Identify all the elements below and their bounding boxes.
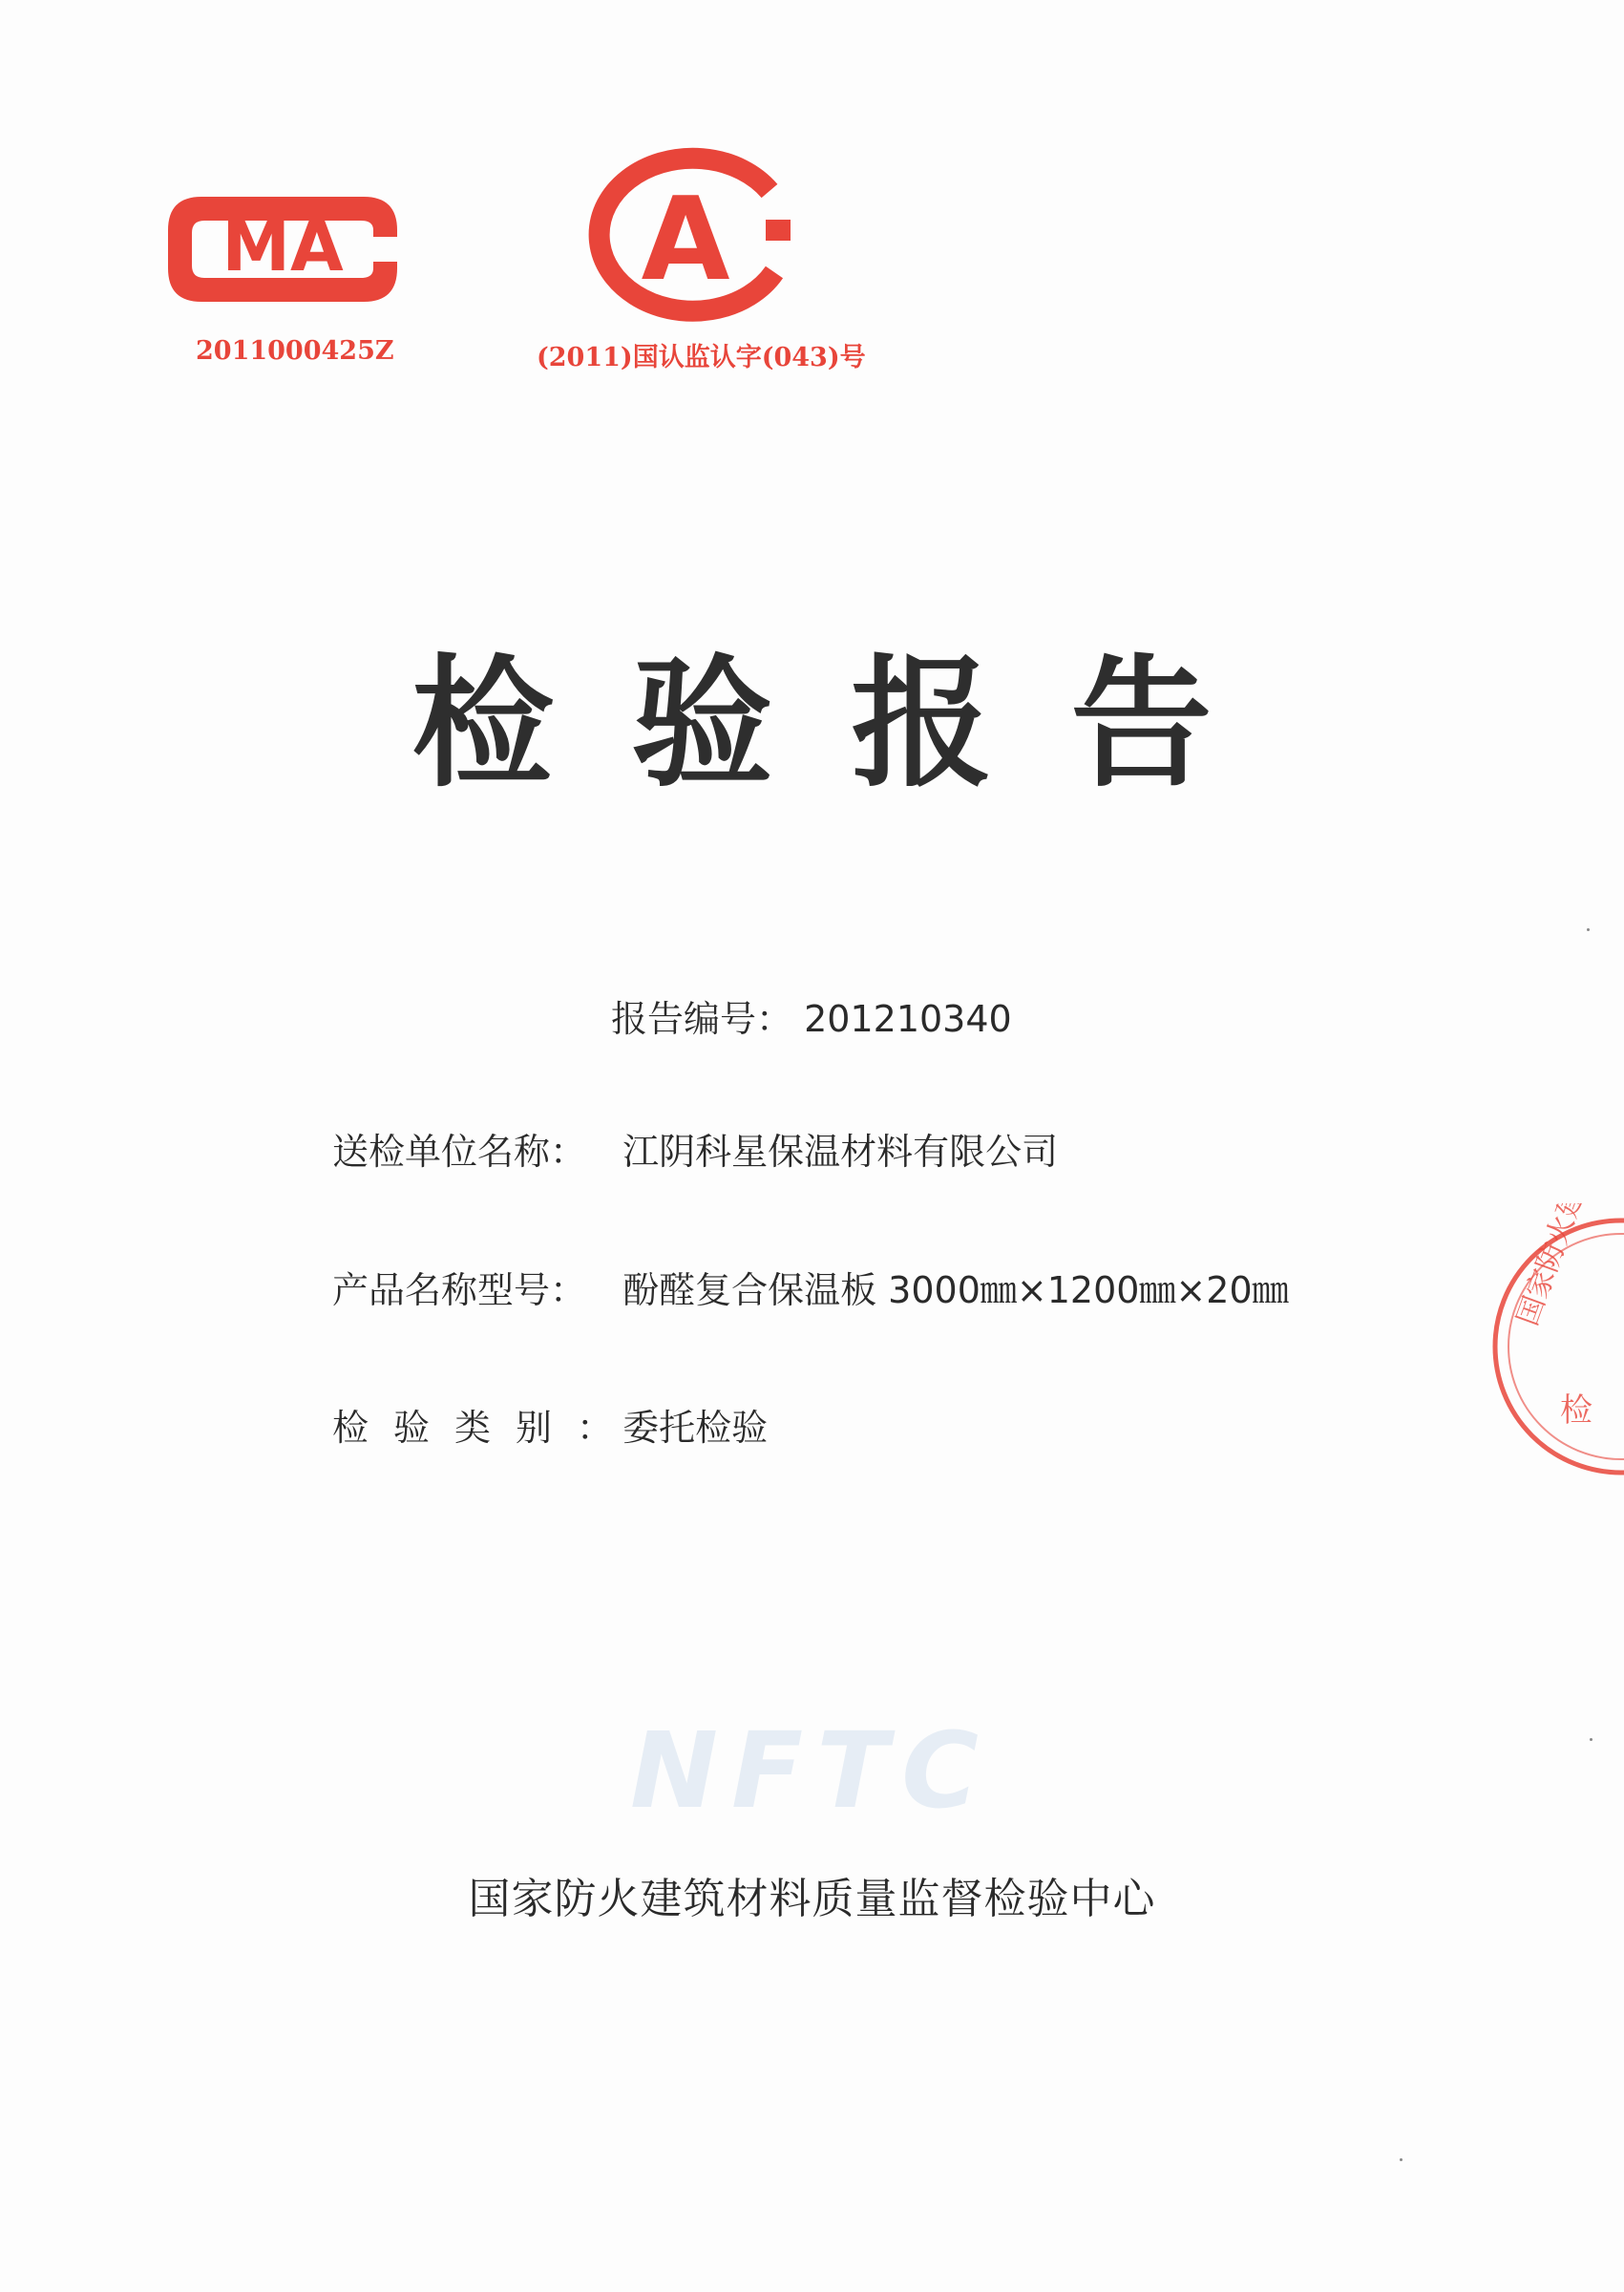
scan-speck	[1587, 928, 1590, 931]
client-value: 江阴科星保温材料有限公司	[622, 1131, 1059, 1173]
cma-logo	[158, 178, 407, 321]
scan-speck	[1590, 1738, 1592, 1741]
scan-speck	[1400, 2158, 1403, 2161]
client-label: 送检单位名称：	[332, 1131, 587, 1173]
product-label: 产品名称型号：	[332, 1269, 587, 1311]
nftc-watermark: NFTC	[630, 1709, 992, 1832]
report-title: 检验报告	[411, 642, 1291, 806]
issuing-organization: 国家防火建筑材料质量监督检验中心	[468, 1875, 1156, 1923]
product-row	[332, 1261, 1289, 1313]
cal-logo	[579, 143, 798, 325]
cma-code: 2011000425Z	[196, 336, 394, 366]
client-row	[332, 1122, 1058, 1175]
report-number-label: 报告编号：	[611, 998, 793, 1040]
cal-logo-text: A	[641, 174, 730, 307]
cma-logo-text: MA	[221, 206, 344, 286]
product-value: 酚醛复合保温板 3000㎜×1200㎜×20㎜	[622, 1269, 1289, 1311]
report-number-row	[611, 989, 1012, 1042]
seal-text-char: 检	[1560, 1391, 1592, 1430]
category-row	[332, 1398, 768, 1451]
seal-text: 国家防火建	[1510, 1203, 1592, 1330]
category-label: 检验类别：	[332, 1407, 639, 1449]
cal-code: (2011)国认监认字(043)号	[537, 343, 866, 372]
official-seal	[1478, 1203, 1624, 1494]
report-number-value: 201210340	[804, 998, 1012, 1040]
category-value: 委托检验	[622, 1407, 769, 1449]
